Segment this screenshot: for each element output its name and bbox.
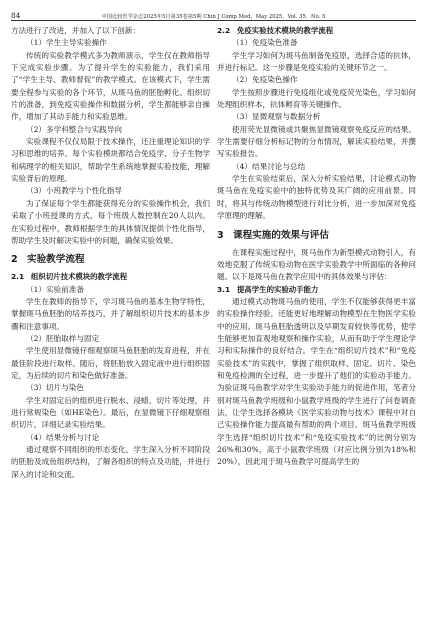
list-item-heading: （4）结果讨论与总结: [232, 161, 306, 171]
paragraph: 传统的实验教学模式多为教师演示，学生仅在教师指导下完成实验步骤。为了提升学生的实验能力，我们采用了“学生主导、教师督促”的教学模式。在该模式下，学生需要全程参与实验的各个环节，从斑马鱼的胚胎孵化、组织切片的准备，到免疫实验操作和数据分析，学生都能够亲自操作，增加了其动手能力和实验思维。: [11, 50, 210, 122]
paragraph: 学生学习如何为斑马鱼制备免疫原，选择合适的抗体，并进行标记。这一步骤是免疫实验的关键环节之一。: [217, 50, 416, 73]
paragraph: 学生按照步骤进行免疫组化或免疫荧光染色，学习如何处理组织样本，抗体孵育等关键操作。: [217, 87, 416, 110]
list-item-heading: （4）结果分析与讨论: [26, 432, 100, 442]
paragraph: 在课程实施过程中，斑马鱼作为新型模式动物引入，有效地克服了传统实验动物在医学实验教学中所面临的各种问题。以下是斑马鱼在教学应用中的具体效果与评估：: [217, 247, 416, 282]
section-title: 实验教学流程: [27, 254, 85, 266]
list-item-heading: （3）显微观察与数据分析: [232, 112, 321, 122]
subsection-heading: [217, 25, 416, 37]
paragraph: 通过模式动物斑马鱼的使用，学生不仅能够获得更丰富的实验操作经验，还能更好地理解动物模型在生物医学实验中的应用。斑马鱼胚胎透明以及早期发育较快等优势，使学生能够更加直观地观察和操作实验，从而有助于学生理论学习和实际操作的良好结合。学生在“组织切片技术”和“免疫实验技术”的实践中，掌握了组织取样、固定、切片、染色和免疫检测的全过程，进一步提升了他们的实验动手能力。为验证斑马鱼教学对学生实验动手能力的促进作用，笔者分别对斑马鱼教学班级和小鼠教学班级的学生进行了问卷调查法，让学生选择各模块《医学实验动物与技术》课程中对自己实验操作能力提高最有帮助的两个项目。斑马鱼教学班级学生选择“组织切片技术”和“免疫实验技术”的比例分别为26%和30%，高于小鼠教学班级（对应比例分别为18%和20%），因此用于斑马鱼教学可提高学生的: [217, 296, 416, 467]
left-column: [11, 25, 210, 481]
running-header: [11, 8, 416, 21]
paragraph: 学生在实验结束后，深入分析实验结果，讨论模式动物斑马鱼在免疫实验中的独特优势及其广阔的应用前景。同时，将其与传统动物模型进行对比分析，进一步加深对免疫学原理的理解。: [217, 174, 416, 221]
list-item-heading: （3）小班教学与个性化指导: [26, 186, 122, 196]
paragraph: 方法进行了改进，并加入了以下创新：: [11, 26, 141, 35]
paragraph: 为了保证每个学生都能获得充分的实验操作机会，我们采取了小班授课的方式，每个班级人数控制在20人以内。在实验过程中，教师根据学生的具体情况提供个性化指导，帮助学生及时解决实验中的问题，确保实验效果。: [11, 198, 210, 245]
list-item-heading: （2）免疫染色操作: [232, 75, 298, 85]
subsection-title: 提高学生的实验动手能力: [237, 284, 319, 294]
paragraph: 学生对固定后的组织进行脱水、浸蜡、切片等处理，并进行常规染色（如HE染色）。最后，在显微镜下仔细观察组织切片，详细记录实验结果。: [11, 395, 210, 430]
subsection-number: 2.2: [217, 26, 231, 35]
paragraph: 学生使用显微镜仔细观察斑马鱼胚胎的发育进程，并在最佳阶段进行取样。随后，将胚胎放入固定液中进行组织固定，为后续的切片和染色做好准备。: [11, 346, 210, 380]
paragraph: 使用荧光显微镜或共聚焦显微镜观察免疫反应的结果。学生需要仔细分析标记物的分布情况，解读实验结果，并撰写实验报告。: [217, 124, 416, 159]
list-item-heading: （1）免疫染色准备: [232, 38, 298, 48]
paragraph: 实验课程不仅仅局限于技术操作，还注重理论知识的学习和思维的培养。每个实验模块都结合免疫学、分子生物学和病理学的相关知识，帮助学生系统地掌握实验技能，理解实验背后的原理。: [11, 137, 210, 184]
subsection-title: 组织切片技术模块的教学流程: [31, 272, 128, 282]
section-number: 2: [11, 254, 18, 266]
list-item-heading: （2）胚胎取样与固定: [26, 333, 100, 343]
paragraph: 学生在教师的指导下，学习斑马鱼的基本生物学特性，掌握斑马鱼胚胎的培养技巧，并了解组织切片技术的基本步骤和注意事项。: [11, 296, 210, 331]
running-title: 中国比较医学杂志2025年5月第35卷第5期 Chin J Comp Med，May 2025，Vol. 35，No. 5: [101, 14, 326, 20]
section-number: 3: [217, 229, 224, 241]
section-heading: [217, 229, 416, 243]
page-number: 84: [11, 11, 21, 20]
subsection-title: 免疫实验技术模块的教学流程: [237, 26, 334, 35]
two-column-body: [11, 25, 416, 481]
subsection-heading: [217, 284, 416, 296]
list-item-heading: （1）实验前准备: [26, 284, 84, 294]
right-column: [217, 25, 416, 481]
list-item-heading: （3）切片与染色: [26, 383, 84, 393]
paragraph: 通过观察不同组织的形态变化，学生深入分析不同阶段的胚胎及成鱼组织结构，了解各组织的特点及功能，并进行深入的讨论和交流。: [11, 445, 210, 479]
subsection-heading: [11, 271, 210, 283]
section-heading: [11, 253, 210, 267]
list-item-heading: （1）学生主导实验操作: [26, 38, 107, 48]
subsection-number: 2.1: [11, 272, 25, 282]
section-title: 课程实施的效果与评估: [233, 229, 329, 241]
list-item-heading: （2）多学科整合与实践导向: [26, 124, 122, 134]
subsection-number: 3.1: [217, 284, 231, 294]
